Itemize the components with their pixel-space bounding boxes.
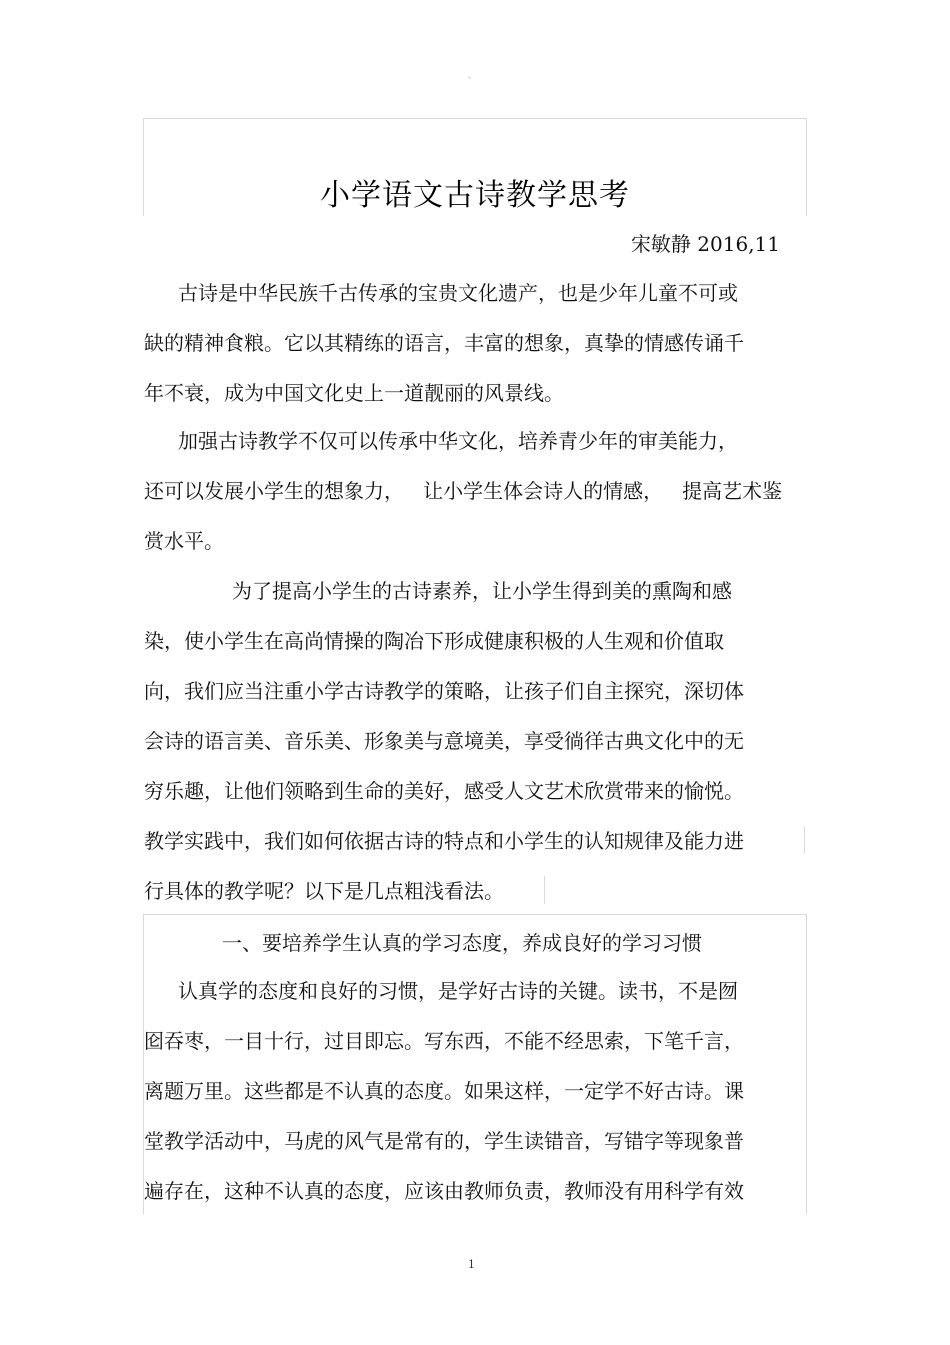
paragraph-line: 行具体的教学呢？以下是几点粗浅看法。 bbox=[144, 879, 504, 903]
paragraph-line: 教学实践中，我们如何依据古诗的特点和小学生的认知规律及能力进 bbox=[144, 829, 744, 853]
section-paragraph bbox=[144, 966, 816, 1216]
paragraph-line: 穷乐趣，让他们领略到生命的美好，感受人文艺术欣赏带来的愉悦。 bbox=[144, 779, 744, 803]
paragraph-line: 古诗是中华民族千古传承的宝贵文化遗产，也是少年儿童不可或 bbox=[178, 281, 738, 305]
paragraph-line: 离题万里。这些都是不认真的态度。如果这样，一定学不好古诗。课 bbox=[144, 1079, 744, 1103]
paragraph-line: 加强古诗教学不仅可以传承中华文化，培养青少年的审美能力， bbox=[178, 429, 738, 453]
paragraph-line: 缺的精神食粮。它以其精练的语言，丰富的想象，真挚的情感传诵千 bbox=[144, 331, 744, 355]
paragraph-line: 为了提高小学生的古诗素养，让小学生得到美的熏陶和感 bbox=[232, 579, 732, 603]
paragraph-2 bbox=[144, 416, 816, 566]
frame-top-line bbox=[143, 118, 807, 119]
paragraph-line: 年不衰，成为中国文化史上一道靓丽的风景线。 bbox=[144, 381, 564, 405]
paragraph-line: 染，使小学生在高尚情操的陶冶下形成健康积极的人生观和价值取 bbox=[144, 629, 724, 653]
page-number: 1 bbox=[468, 1258, 475, 1271]
document-title: 小学语文古诗教学思考 bbox=[320, 178, 630, 213]
paragraph-3 bbox=[144, 566, 816, 916]
paragraph-line: 遍存在，这种不认真的态度，应该由教师负责，教师没有用科学有效 bbox=[144, 1179, 744, 1203]
paragraph-line: 堂教学活动中，马虎的风气是常有的，学生读错音，写错字等现象普 bbox=[144, 1129, 744, 1153]
paragraph-line: 向，我们应当注重小学古诗教学的策略，让孩子们自主探究，深切体 bbox=[144, 679, 744, 703]
paragraph-line: 认真学的态度和良好的习惯，是学好古诗的关键。读书，不是囫 bbox=[178, 979, 738, 1003]
author-date: 宋敏静 2016,11 bbox=[630, 232, 780, 256]
section-heading: 一、要培养学生认真的学习态度，养成良好的学习习惯 bbox=[222, 931, 702, 955]
paragraph-1 bbox=[144, 268, 816, 418]
top-mark: 。 bbox=[468, 71, 476, 80]
paragraph-line: 赏水平。 bbox=[144, 529, 224, 553]
paragraph-line: 会诗的语言美、音乐美、形象美与意境美，享受徜徉古典文化中的无 bbox=[144, 729, 744, 753]
paragraph-line: 还可以发展小学生的想象力， 让小学生体会诗人的情感， 提高艺术鉴 bbox=[144, 479, 783, 503]
paragraph-line: 囵吞枣，一目十行，过目即忘。写东西，不能不经思索，下笔千言， bbox=[144, 1029, 744, 1053]
